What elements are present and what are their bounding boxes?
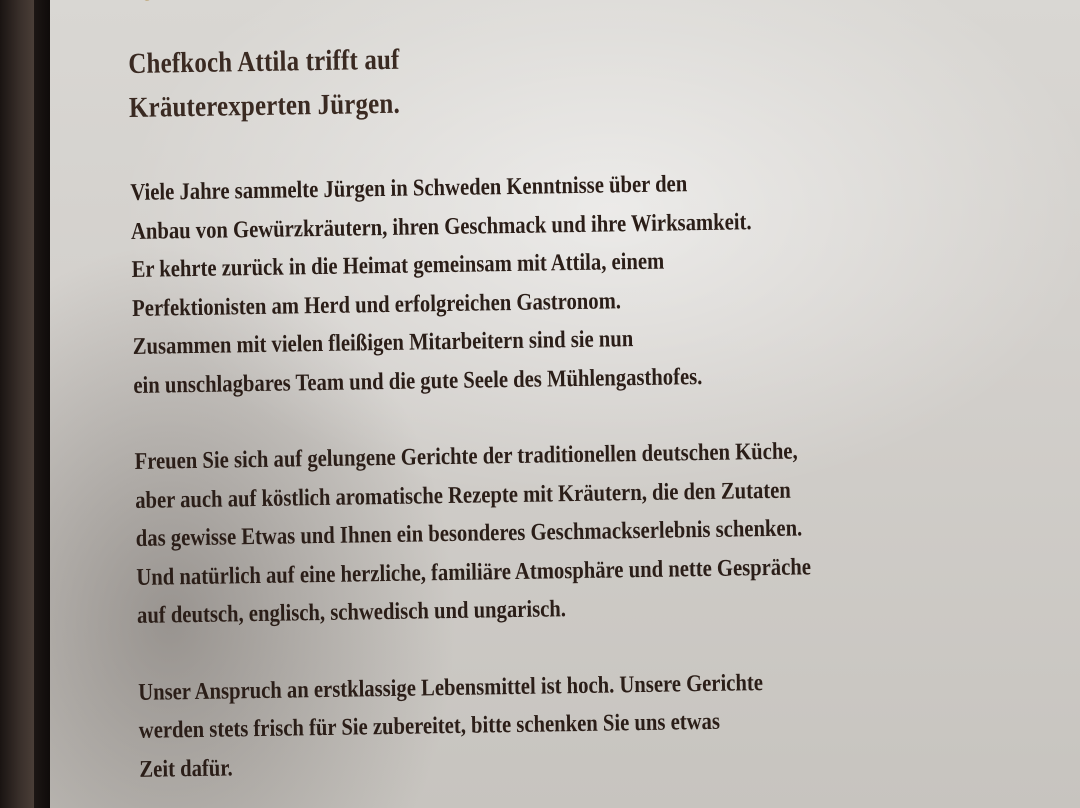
- background-surface: [0, 0, 34, 808]
- text-line: Zeit dafür.: [139, 754, 233, 783]
- text-line: Freuen Sie sich auf gelungene Gerichte der traditionellen deutschen Küche,: [134, 438, 798, 475]
- paragraph-about-team: [130, 160, 1014, 405]
- text-line: werden stets frisch für Sie zubereitet, bitte schenken Sie uns etwas: [138, 708, 721, 744]
- paragraph-cuisine: [134, 429, 1017, 635]
- text-line: Perfektionisten am Herd und erfolgreichen Gastronom.: [131, 287, 622, 322]
- text-line: Unser Anspruch an erstklassige Lebensmittel ist hoch. Unsere Gerichte: [138, 669, 764, 706]
- text-line: das gewisse Etwas und Ihnen ein besonderes Geschmackserlebnis schenken.: [135, 515, 803, 552]
- menu-text: [128, 28, 1020, 808]
- menu-page: [50, 0, 1080, 808]
- title-line: Chefkoch Attila trifft auf: [128, 43, 400, 80]
- text-line: Er kehrte zurück in die Heimat gemeinsam mit Attila, einem: [131, 248, 665, 283]
- decorative-script-flourish: [130, 0, 550, 10]
- page-title: [128, 28, 1009, 130]
- text-line: aber auch auf köstlich aromatische Rezepte mit Kräutern, die den Zutaten: [134, 477, 791, 514]
- text-line: Zusammen mit vielen fleißigen Mitarbeitern sind sie nun: [132, 326, 634, 360]
- text-line: Und natürlich auf eine herzliche, familiäre Atmosphäre und nette Gespräche: [136, 553, 812, 591]
- frame-border: [34, 0, 50, 808]
- text-line: Viele Jahre sammelte Jürgen in Schweden Kenntnisse über den: [130, 171, 688, 206]
- title-line: Kräuterexperten Jürgen.: [128, 87, 401, 124]
- text-line: Anbau von Gewürzkräutern, ihren Geschmack und ihre Wirksamkeit.: [130, 208, 752, 245]
- text-line: auf deutsch, englisch, schwedisch und ungarisch.: [136, 596, 567, 629]
- paragraph-quality: [138, 660, 1020, 789]
- text-line: ein unschlagbares Team und die gute Seele des Mühlengasthofes.: [133, 363, 703, 399]
